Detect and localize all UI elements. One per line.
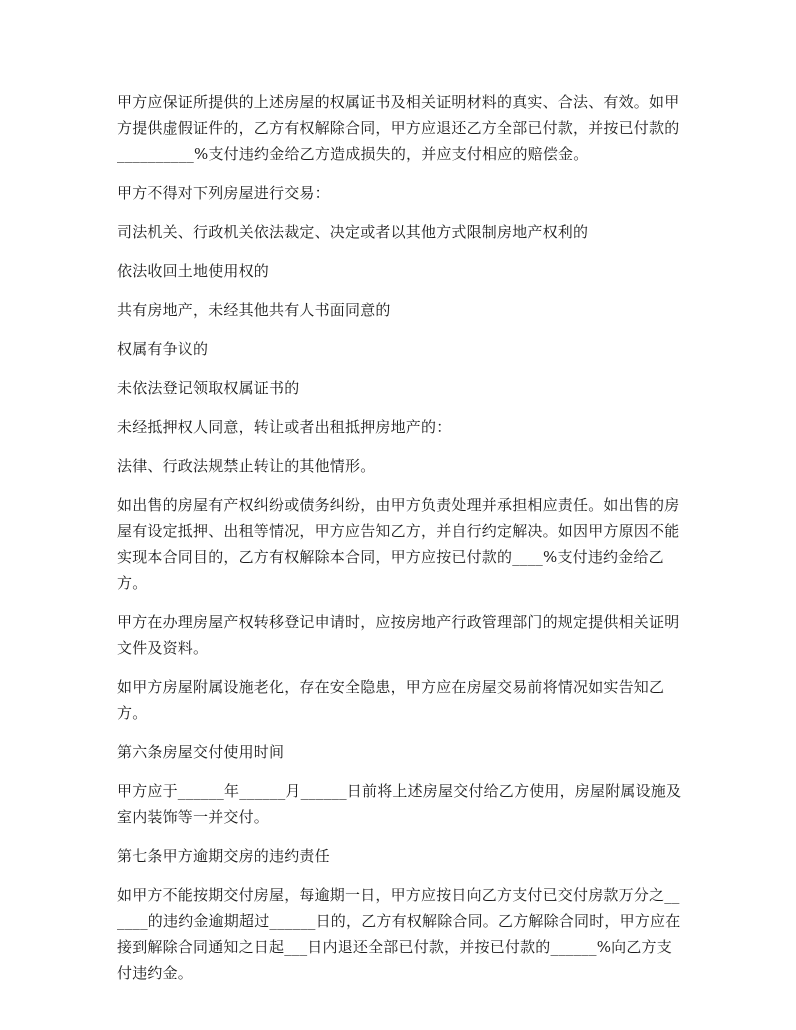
document-page	[117, 89, 682, 999]
list-item-land-reclaimed: 依法收回土地使用权的	[117, 262, 270, 280]
paragraph-facility-aging: 如甲方房屋附属设施老化，存在安全隐患，甲方应在房屋交易前将情况如实告知乙方。	[117, 678, 665, 722]
heading-article-6: 第六条房屋交付使用时间	[117, 743, 285, 761]
paragraph-late-delivery-liability: 如甲方不能按期交付房屋，每逾期一日，甲方应按日向乙方支付已交付房款万分之______的违约金逾期超过______日的，乙方有权解除合同。乙方解除合同时，甲方应在接到解除合同通知之日起___日内退还全部已付款，并按已付款的______%向乙方支付违约金。	[117, 886, 681, 982]
heading-article-7: 第七条甲方逾期交房的违约责任	[117, 847, 330, 865]
paragraph-prohibited-intro: 甲方不得对下列房屋进行交易：	[117, 184, 330, 202]
paragraph-seller-guarantee: 甲方应保证所提供的上述房屋的权属证书及相关证明材料的真实、合法、有效。如甲方提供虚假证件的，乙方有权解除合同，甲方应退还乙方全部已付款，并按已付款的__________%支付违约金给乙方造成损失的，并应支付相应的赔偿金。	[117, 93, 680, 163]
list-item-mortgage: 未经抵押权人同意，转让或者出租抵押房地产的：	[117, 418, 452, 436]
paragraph-property-disputes: 如出售的房屋有产权纠纷或债务纠纷，由甲方负责处理并承担相应责任。如出售的房屋有设定抵押、出租等情况，甲方应告知乙方，并自行约定解决。如因甲方原因不能实现本合同目的，乙方有权解除本合同，甲方应按已付款的____%支付违约金给乙方。	[117, 496, 680, 592]
list-item-other-prohibited: 法律、行政法规禁止转让的其他情形。	[117, 457, 376, 475]
list-item-unregistered: 未依法登记领取权属证书的	[117, 379, 300, 397]
paragraph-transfer-registration: 甲方在办理房屋产权转移登记申请时，应按房地产行政管理部门的规定提供相关证明文件及资料。	[117, 613, 680, 657]
list-item-disputed: 权属有争议的	[117, 340, 209, 358]
list-item-co-owned: 共有房地产，未经其他共有人书面同意的	[117, 301, 391, 319]
paragraph-delivery-date: 甲方应于______年______月______日前将上述房屋交付给乙方使用，房屋附属设施及室内装饰等一并交付。	[117, 782, 682, 826]
list-item-judicial-restriction: 司法机关、行政机关依法裁定、决定或者以其他方式限制房地产权利的	[117, 223, 589, 241]
